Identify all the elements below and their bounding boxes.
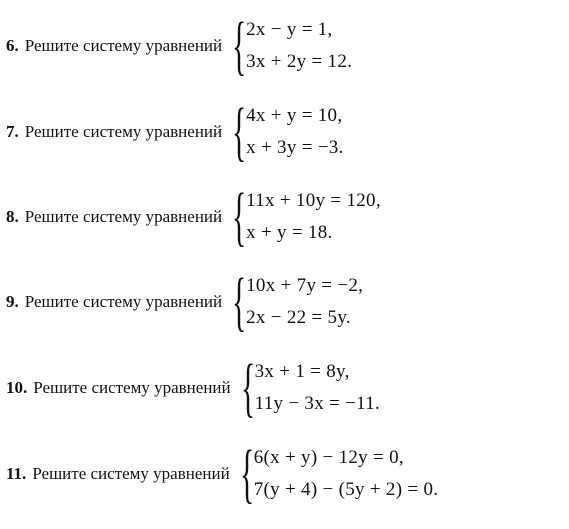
brace-icon: { (232, 95, 247, 168)
equation-system (232, 180, 381, 253)
equation-2: 2x − 22 = 5y. (246, 307, 351, 328)
problem-7 (6, 95, 344, 168)
equation-1: 3x + 1 = 8y, (254, 361, 350, 382)
problem-text: Решите систему уравнений (24, 207, 223, 226)
problem-9 (6, 265, 364, 338)
equation-2: x + y = 18. (246, 222, 333, 243)
problem-number: 11. (6, 464, 27, 483)
equation-system (239, 437, 439, 510)
problem-11 (6, 437, 439, 510)
brace-icon: { (232, 265, 247, 338)
problem-8 (6, 180, 381, 253)
equation-1: 4x + y = 10, (246, 105, 343, 126)
brace-icon: { (232, 9, 247, 82)
problem-number: 6. (6, 36, 19, 55)
problem-text: Решите систему уравнений (24, 292, 223, 311)
equation-1: 11x + 10y = 120, (246, 190, 381, 211)
brace-icon: { (239, 437, 254, 510)
equation-2: 3x + 2y = 12. (246, 51, 353, 72)
equation-1: 2x − y = 1, (246, 19, 333, 40)
problem-number: 10. (6, 378, 28, 397)
problem-text: Решите систему уравнений (24, 36, 223, 55)
equation-1: 6(x + y) − 12y = 0, (253, 447, 404, 468)
equation-system (232, 9, 353, 82)
problem-number: 9. (6, 292, 19, 311)
problem-number: 8. (6, 207, 19, 226)
equation-system (232, 95, 344, 168)
problem-text: Решите систему уравнений (24, 122, 223, 141)
problem-6 (6, 9, 353, 82)
equation-1: 10x + 7y = −2, (246, 275, 364, 296)
brace-icon: { (240, 351, 255, 424)
problem-text: Решите систему уравнений (32, 464, 230, 483)
equation-2: 7(y + 4) − (5y + 2) = 0. (253, 479, 439, 500)
equation-2: x + 3y = −3. (246, 137, 344, 158)
equation-2: 11y − 3x = −11. (254, 393, 381, 414)
brace-icon: { (232, 180, 247, 253)
problem-text: Решите систему уравнений (33, 378, 231, 397)
equation-system (240, 351, 381, 424)
problem-number: 7. (6, 122, 19, 141)
problem-10 (6, 351, 381, 424)
equation-system (232, 265, 364, 338)
